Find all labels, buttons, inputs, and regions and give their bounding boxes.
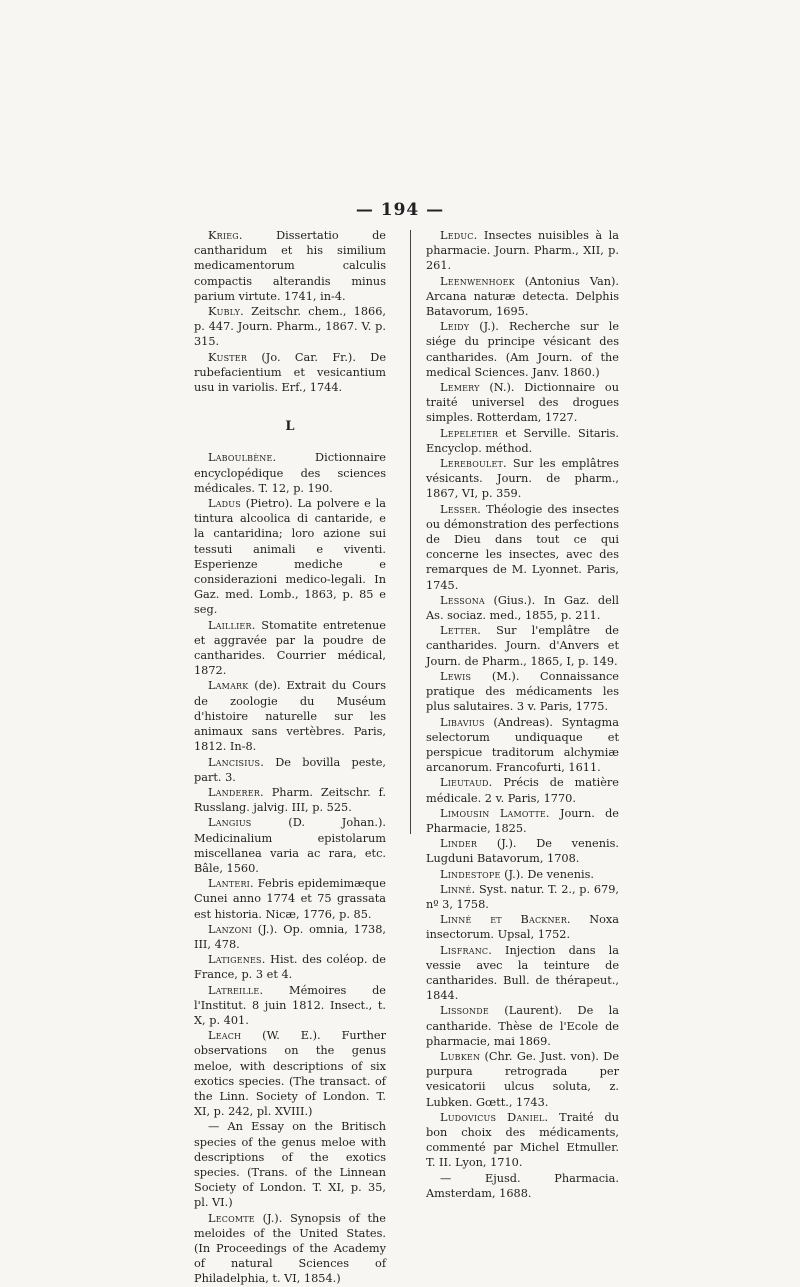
bibliography-entry bbox=[426, 228, 619, 274]
right-entries bbox=[426, 228, 619, 1201]
entry-text: (Laurent). De la cantharide. Thèse de l'Ecole de pharmacie, mai 1869. bbox=[426, 1004, 619, 1048]
entry-text: Sur les emplâtres vésicants. Journ. de pharm., 1867, VI, p. 359. bbox=[426, 457, 619, 501]
author-name: Leidy bbox=[440, 320, 470, 334]
entry-text: Dissertatio de cantharidum et his similium medicamentorum calculis compactis alterandis minus parium virtute. 1741, in-4. bbox=[194, 229, 386, 303]
entry-text: (Pietro). La polvere e la tintura alcoolica di cantaride, e la cantaridina; loro azione sui tessuti animali e viventi. Esperienze mediche e considerazioni medico-legali. In Gaz. med. Lomb., 1863, p. 85 e seg. bbox=[194, 497, 386, 617]
author-name: Linné. bbox=[440, 882, 476, 896]
author-name: Lecomte bbox=[208, 1211, 255, 1225]
bibliography-entry bbox=[194, 228, 386, 304]
left-column bbox=[194, 228, 386, 1287]
column-divider bbox=[410, 230, 411, 834]
bibliography-entry bbox=[426, 882, 619, 912]
entry-text: (D. Johan.). Medicinalium epistolarum miscellanea varia ac rara, etc. Bâle, 1560. bbox=[194, 816, 386, 875]
author-name: Lepeletier bbox=[440, 426, 499, 440]
author-name: Laboulbène. bbox=[208, 451, 277, 465]
author-name: Lessona bbox=[440, 593, 485, 607]
author-name: Latreille. bbox=[208, 983, 264, 997]
author-name: Letter. bbox=[440, 624, 482, 638]
bibliography-entry bbox=[426, 943, 619, 1004]
bibliography-entry bbox=[194, 815, 386, 876]
bibliography-entry bbox=[426, 867, 619, 882]
bibliography-entry bbox=[194, 1119, 386, 1210]
bibliography-entry bbox=[426, 456, 619, 502]
left-entries-k bbox=[194, 228, 386, 395]
author-name: Langius bbox=[208, 816, 252, 830]
entry-text: (de). Extrait du Cours de zoologie du Muséum d'histoire naturelle sur les animaux sans vertèbres. Paris, 1812. In-8. bbox=[194, 679, 386, 754]
author-name: Lancisius. bbox=[208, 755, 265, 769]
entry-text: Théologie des insectes ou démonstration des perfections de Dieu dans tout ce qui concerne les insectes, avec des remarques de M. Lyonnet. Paris, 1745. bbox=[426, 502, 619, 592]
bibliography-entry bbox=[426, 1003, 619, 1049]
entry-text: (J.). De venenis. Lugduni Batavorum, 1708. bbox=[426, 837, 619, 866]
author-name: Lewis bbox=[440, 669, 472, 683]
author-name: Leenwenhoek bbox=[440, 274, 515, 288]
author-name: Kuster bbox=[208, 350, 248, 364]
author-name: Linné et Backner. bbox=[440, 913, 571, 927]
entry-text: (M.). Connaissance pratique des médicaments les plus salutaires. 3 v. Paris, 1775. bbox=[426, 669, 619, 714]
entry-text: (Antonius Van). Arcana naturæ detecta. Delphis Batavorum, 1695. bbox=[426, 274, 619, 319]
author-name: Latigenes. bbox=[208, 953, 266, 967]
entry-text: Mémoires de l'Institut. 8 juin 1812. Insect., t. X, p. 401. bbox=[194, 983, 386, 1027]
bibliography-entry bbox=[426, 715, 619, 776]
entry-text: — An Essay on the Britisch species of the genus meloe with descriptions of the exotics species. (Trans. of the Linnean Society of London. T. XI, p. 35, pl. VI.) bbox=[194, 1120, 386, 1210]
author-name: Lamark bbox=[208, 679, 249, 693]
entry-text: et Serville. Sitaris. Encyclop. méthod. bbox=[426, 426, 619, 455]
bibliography-entry bbox=[426, 836, 619, 866]
author-name: Lemery bbox=[440, 381, 480, 395]
entry-text: De bovilla peste, part. 3. bbox=[194, 755, 386, 784]
entry-text: (Jo. Car. Fr.). De rubefacientium et vesicantium usu in variolis. Erf., 1744. bbox=[194, 350, 386, 395]
entry-text: Syst. natur. T. 2., p. 679, nº 3, 1758. bbox=[426, 882, 619, 911]
entry-text: Stomatite entretenue et aggravée par la poudre de cantharides. Courrier médical, 1872. bbox=[194, 618, 386, 678]
entry-text: Insectes nuisibles à la pharmacie. Journ. Pharm., XII, p. 261. bbox=[426, 229, 619, 273]
bibliography-entry bbox=[426, 274, 619, 320]
bibliography-entry bbox=[426, 775, 619, 805]
bibliography-entry bbox=[426, 806, 619, 836]
author-name: Libavius bbox=[440, 715, 485, 729]
page-number: — 194 — bbox=[355, 200, 445, 220]
author-name: Krieg. bbox=[208, 229, 243, 242]
author-name: Leach bbox=[208, 1029, 242, 1043]
bibliography-entry bbox=[194, 755, 386, 785]
entry-text: Injection dans la vessie avec la teinture de cantharides. Bull. de thérapeut., 1844. bbox=[426, 943, 619, 1003]
author-name: Lubken bbox=[440, 1049, 481, 1063]
entry-text: (W. E.). Further observations on the genus meloe, with descriptions of six exotics species. (The transact. of the Linn. Society of London. T. XI, p. 242, pl. XVIII.) bbox=[194, 1029, 386, 1119]
author-name: Lanteri. bbox=[208, 877, 254, 891]
entry-text: Traité du bon choix des médicaments, commenté par Michel Etmuller. T. II. Lyon, 1710. bbox=[426, 1110, 619, 1170]
bibliography-entry bbox=[426, 669, 619, 715]
bibliography-entry bbox=[426, 319, 619, 380]
bibliography-entry bbox=[194, 922, 386, 952]
bibliography-entry bbox=[426, 1110, 619, 1171]
entry-text: (J.). De venenis. bbox=[500, 867, 594, 881]
entry-text: Dictionnaire encyclopédique des sciences médicales. T. 12, p. 190. bbox=[194, 451, 386, 495]
entry-text: (J.). Synopsis of the meloides of the United States. (In Proceedings of the Academy of natural Sciences of Philadelphia, t. VI, 1854.) bbox=[194, 1211, 386, 1286]
bibliography-entry bbox=[426, 593, 619, 623]
bibliography-entry bbox=[426, 502, 619, 593]
left-entries-l bbox=[194, 450, 386, 1286]
author-name: Limousin Lamotte. bbox=[440, 806, 550, 820]
author-name: Lanzoni bbox=[208, 922, 252, 936]
bibliography-entry bbox=[194, 785, 386, 815]
entry-text: (Gius.). In Gaz. dell As. sociaz. med., 1855, p. 211. bbox=[426, 593, 619, 623]
bibliography-entry bbox=[194, 678, 386, 754]
author-name: Lindestope bbox=[440, 867, 501, 881]
entry-text: (Andreas). Syntagma selectorum undiquaque et perspicue traditorum alchymiæ arcanorum. Francofurti, 1611. bbox=[426, 715, 619, 775]
bibliography-entry bbox=[194, 952, 386, 982]
entry-text: Zeitschr. chem., 1866, p. 447. Journ. Pharm., 1867. V. p. 315. bbox=[194, 305, 386, 349]
entry-text: Febris epidemimæque Cunei anno 1774 et 75 grassata est historia. Nicæ, 1776, p. 85. bbox=[194, 877, 386, 921]
bibliography-entry bbox=[194, 1028, 386, 1119]
entry-text: (J.). Op. omnia, 1738, III, 478. bbox=[194, 922, 386, 951]
entry-text: Pharm. Zeitschr. f. Russlang. jalvig. III, p. 525. bbox=[194, 785, 386, 815]
bibliography-entry bbox=[194, 496, 386, 618]
bibliography-entry bbox=[426, 380, 619, 426]
entry-text: Sur l'emplâtre de cantharides. Journ. d'Anvers et Journ. de Pharm., 1865, I, p. 149. bbox=[426, 624, 619, 668]
author-name: Ladus bbox=[208, 497, 241, 511]
bibliography-entry bbox=[426, 912, 619, 942]
entry-text: Noxa insectorum. Upsal, 1752. bbox=[426, 913, 619, 942]
author-name: Lereboulet. bbox=[440, 457, 507, 471]
author-name: Kubly. bbox=[208, 305, 244, 319]
bibliography-entry bbox=[194, 618, 386, 679]
author-name: Laillier. bbox=[208, 618, 256, 632]
bibliography-entry bbox=[426, 623, 619, 669]
entry-text: (Chr. Ge. Just. von). De purpura retrograda per vesicatorii ulcus soluta, z. Lubken. Gœtt., 1743. bbox=[426, 1049, 619, 1109]
bibliography-entry bbox=[194, 876, 386, 922]
entry-text: Hist. des coléop. de France, p. 3 et 4. bbox=[194, 953, 386, 982]
entry-text: (J.). Recherche sur le siége du principe vésicant des cantharides. (Am Journ. of the medical Sciences. Janv. 1860.) bbox=[426, 320, 619, 379]
entry-text: — Ejusd. Pharmacia. Amsterdam, 1688. bbox=[426, 1171, 619, 1200]
bibliography-entry bbox=[194, 983, 386, 1029]
author-name: Landerer. bbox=[208, 785, 264, 799]
author-name: Lisfranc. bbox=[440, 943, 493, 957]
bibliography-entry bbox=[194, 350, 386, 396]
author-name: Linder bbox=[440, 837, 478, 851]
author-name: Leduc. bbox=[440, 229, 478, 242]
right-column bbox=[426, 228, 619, 1201]
bibliography-entry bbox=[426, 426, 619, 456]
bibliography-entry bbox=[194, 1211, 386, 1287]
bibliography-entry bbox=[194, 304, 386, 350]
author-name: Lissonde bbox=[440, 1004, 489, 1018]
section-letter: L bbox=[285, 419, 295, 435]
bibliography-entry bbox=[426, 1171, 619, 1201]
author-name: Lesser. bbox=[440, 502, 482, 516]
bibliography-entry bbox=[426, 1049, 619, 1110]
bibliography-entry bbox=[194, 450, 386, 496]
author-name: Ludovicus Daniel. bbox=[440, 1110, 549, 1124]
entry-text: (N.). Dictionnaire ou traité universel des drogues simples. Rotterdam, 1727. bbox=[426, 381, 619, 425]
author-name: Lieutaud. bbox=[440, 776, 493, 790]
entry-text: Journ. de Pharmacie, 1825. bbox=[426, 806, 619, 835]
entry-text: Précis de matière médicale. 2 v. Paris, 1770. bbox=[426, 776, 619, 805]
